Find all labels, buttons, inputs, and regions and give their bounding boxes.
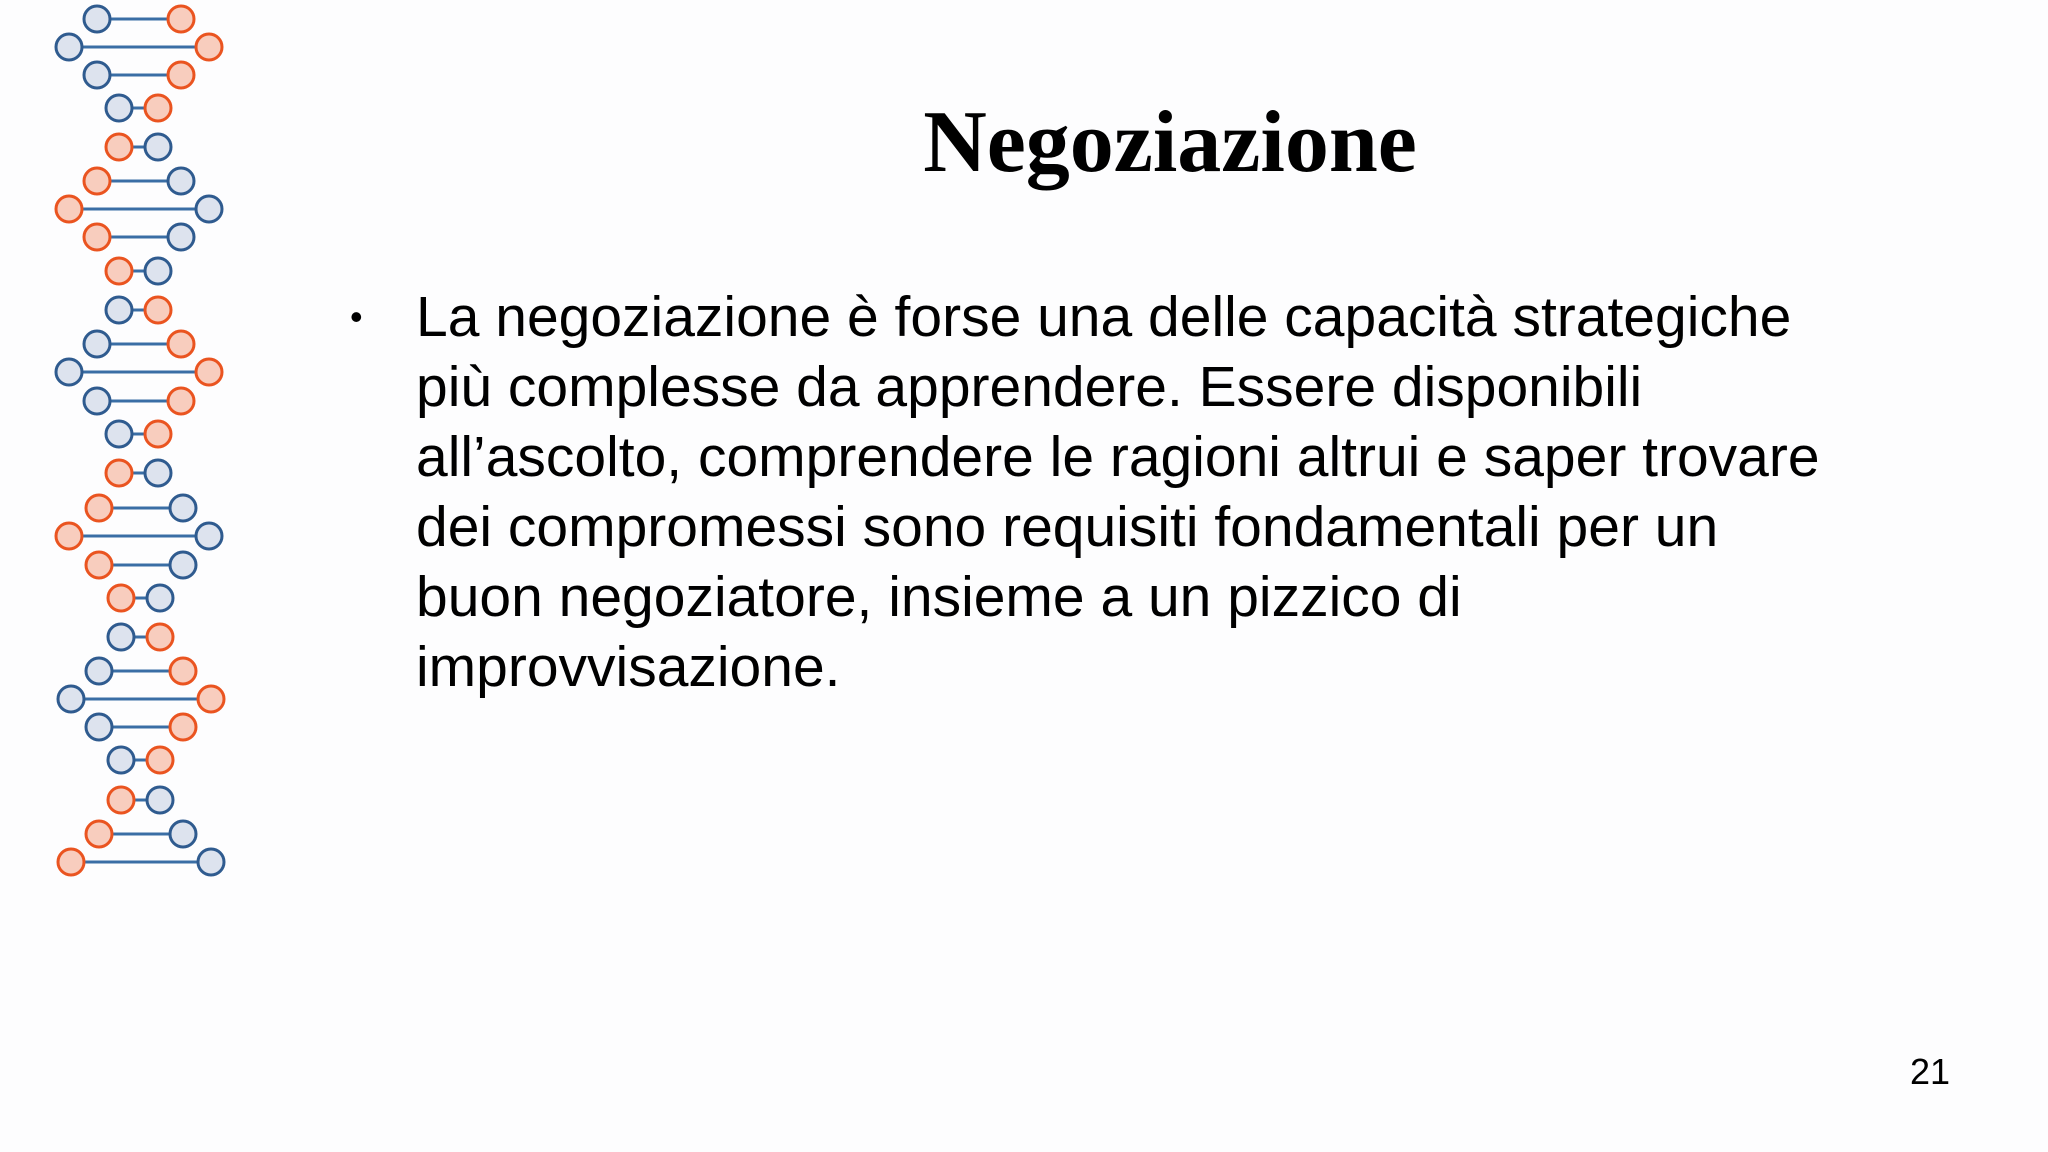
bullet-line: all’ascolto, comprendere le ragioni altrui e saper trovare — [416, 425, 1820, 489]
dna-node-orange — [56, 523, 82, 549]
dna-node-blue — [56, 359, 82, 385]
bullet-line: La negoziazione è forse una delle capacità strategiche — [416, 285, 1792, 349]
dna-node-orange — [86, 495, 112, 521]
bullet-line: più complesse da apprendere. Essere disponibili — [416, 355, 1643, 419]
bullet-line: buon negoziatore, insieme a un pizzico di — [416, 565, 1462, 629]
dna-node-orange — [86, 552, 112, 578]
dna-node-blue — [145, 258, 171, 284]
dna-node-blue — [147, 585, 173, 611]
dna-node-blue — [170, 495, 196, 521]
dna-node-orange — [145, 297, 171, 323]
dna-node-orange — [86, 821, 112, 847]
dna-node-orange — [196, 34, 222, 60]
dna-node-blue — [86, 714, 112, 740]
dna-node-orange — [106, 460, 132, 486]
dna-node-orange — [147, 747, 173, 773]
dna-node-blue — [86, 658, 112, 684]
dna-node-blue — [198, 849, 224, 875]
dna-node-orange — [145, 95, 171, 121]
dna-node-orange — [106, 134, 132, 160]
dna-node-blue — [84, 331, 110, 357]
bullet-text — [416, 282, 1970, 702]
dna-helix-decoration — [0, 0, 320, 1152]
dna-node-blue — [84, 62, 110, 88]
bullet-item — [350, 282, 1970, 702]
dna-node-blue — [170, 821, 196, 847]
bullet-line: dei compromessi sono requisiti fondamentali per un — [416, 495, 1719, 559]
dna-node-blue — [106, 421, 132, 447]
dna-node-blue — [168, 168, 194, 194]
dna-node-orange — [106, 258, 132, 284]
dna-node-blue — [145, 460, 171, 486]
dna-node-orange — [198, 686, 224, 712]
slide-title: Negoziazione — [923, 94, 1417, 191]
dna-node-orange — [56, 196, 82, 222]
bullet-list — [350, 282, 1970, 702]
dna-node-orange — [84, 168, 110, 194]
dna-node-blue — [106, 297, 132, 323]
dna-node-blue — [170, 552, 196, 578]
dna-node-blue — [108, 747, 134, 773]
dna-node-orange — [168, 388, 194, 414]
dna-node-orange — [145, 421, 171, 447]
dna-node-blue — [145, 134, 171, 160]
dna-node-blue — [196, 523, 222, 549]
dna-node-orange — [147, 624, 173, 650]
dna-node-orange — [58, 849, 84, 875]
dna-node-orange — [84, 224, 110, 250]
dna-node-orange — [170, 658, 196, 684]
dna-node-blue — [106, 95, 132, 121]
dna-node-orange — [108, 787, 134, 813]
dna-node-orange — [170, 714, 196, 740]
dna-node-blue — [56, 34, 82, 60]
dna-node-blue — [168, 224, 194, 250]
dna-node-orange — [196, 359, 222, 385]
dna-node-blue — [84, 6, 110, 32]
dna-node-blue — [58, 686, 84, 712]
dna-node-blue — [84, 388, 110, 414]
dna-node-blue — [147, 787, 173, 813]
slide-number: 21 — [1909, 1051, 1950, 1092]
dna-node-blue — [108, 624, 134, 650]
dna-node-orange — [168, 62, 194, 88]
dna-node-orange — [168, 331, 194, 357]
bullet-marker: • — [350, 296, 363, 337]
dna-node-blue — [196, 196, 222, 222]
dna-node-orange — [168, 6, 194, 32]
dna-node-orange — [108, 585, 134, 611]
bullet-line: improvvisazione. — [416, 635, 841, 699]
